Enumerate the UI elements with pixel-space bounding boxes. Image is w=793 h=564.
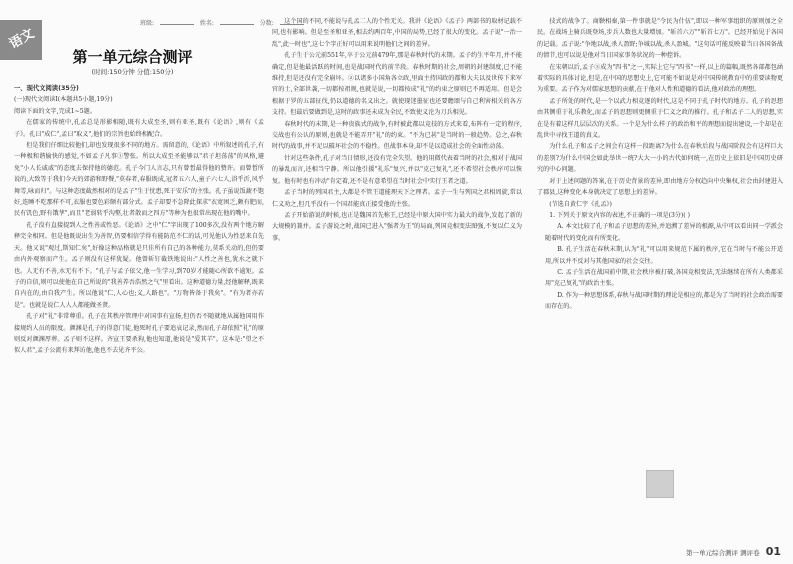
column-2 [272, 16, 522, 244]
footer-text: 第一单元综合测评 测评卷 [686, 549, 760, 557]
option-d: D. 作为一种思想体系,春秋与战国时期的理论是相应的,都是为了当时的社会政治需要而存在的。 [545, 291, 783, 311]
section-heading: 一、现代文阅读(35分) [14, 85, 79, 92]
option-a: A. 本文比较了孔子和孟子思想的差异,并追溯了差异的根源,从中可以看出同一学派会随着时代的变化而有所变化。 [545, 223, 783, 242]
page-subtitle: (时间:150分钟 分值:150分) [91, 68, 174, 76]
paragraph: 春秋时代的末期,是一种贵族式的战争,有时被此都以竞技的方式来看,布阵有一定的程序,交战也有公认的原则,也就是不能弄开"礼"的约束。"不为已甚"是当时的一般趋势。总之,春秋时代的战事,并不足以破坏社会的不稳性。但战事本身,却不是以造成社会的全面性动荡。 [272, 120, 522, 151]
class-field-line [160, 24, 194, 25]
page-number: 01 [765, 545, 781, 558]
paragraph: 为什么孔子和孟子之间会有这样一段距离?为什么在春秋后段与战国阶段会有这样巨大的差别?为什么中国会如此举世一统?大大一小的古代如何统一,在历史上依旧是中国历史研究的中心问题。 [537, 143, 783, 174]
paragraph: 对于上述问题的答案,在于历史背景的差异,即由地方分权趋向中央集权,社会由封建进入了郡县,这种变化本身就决定了思想上的差异。 [537, 177, 783, 197]
subject-label: 语文 [6, 26, 38, 53]
paragraph: 但是我们仔细比较他们,却也发现很多不同的地方。需留意的,《论语》中所叙述的孔子,有一种极和谐愉快的感觉,不如孟子凡事①警张。所以大成至圣能够以"君子坦荡荡"的风格,避免"小人长戚戚"的态度去保持他的德范。孔子今门人言志,只有曾皙最得他的赞许。而曾皙所说的,大致等于我们今天的郊游和野餐,"莫春者,春服既成,冠者五六人,童子六七人,浴乎沂,风乎舞雩,咏而归"。与这种态度截然相对的是孟子"生于忧患,死于安乐"的主张。孔子虽说饭蔬不饱好,连睡不吃那样不可,衣服也要色彩颇有部分式。孟子却要不急降此探求"衣宽困乏,颇有肥而,民有饥色,野有饿莩",而且"老弱转乎沟壑,壮者散而之四方"等种为也很常出现在他的嘴中。 [14, 142, 264, 218]
paragraph: 这个国的不同,不能说与孔孟二人的个性无关。我讲《论语》《孟子》两部书的取材记载不同,也有影响。但是至圣和亚圣,相去约两百年,中国的局势,已经了很大的变化。孟子说"一治一乱",此一时也",这七个字正好可以用来说明他们之间的差异。 [272, 18, 522, 48]
page-title: 第一单元综合测评 [72, 48, 193, 66]
page-footer [686, 545, 781, 558]
paragraph: 孟子所处的时代,是一个以武力相竞逐的时代,这是不同于孔子时代的地方。孔子的思想由其侧重于礼乐教化,而孟子的思想则更侧重于仁义之政的推行。孔子和孟子二人的思想,实在是有着这样几层层次的关系。一个是为什么样子的政治和平的理想而提出建设,一个却是在乱世中寻找王道的真义。 [537, 97, 783, 140]
paragraph: 孔子对"礼"非常尊重。孔子在其秩序管理中对国事有宣扬,但仍否不随就地从属他国用作接规约人员的限度。颜渊是孔子的得意门徒,他死时孔子要追哀记录,然而孔子却依照"礼"的原则反对颜渊厚葬。孟子则不这样。齐宣王要杀狗,他也知道,他说是"爱其羊"。这本是:"望之不似人君",孟子公流有来拜访他,他也不去见齐平公。 [14, 313, 264, 355]
name-field-label: 姓名: [199, 20, 214, 27]
class-field-label: 班级: [140, 20, 155, 27]
instruction-text: 阅读下面的文字,完成1~5题。 [14, 107, 96, 115]
score-field-label: 分数: [259, 20, 274, 27]
paragraph: 针对这些条件,孔子对当日情形,还没有完全失望。他的用微代表着当时的社会,相对于战国的暴乱而言,还相当宁静。所以他引援"礼乐"复兴,并以"克己复礼",还不希望社会秩序可以恢复。他有时也有冲动"肯定着,还不是有意希望在当时社会中实行王者之道。 [272, 154, 522, 185]
paragraph: 在宋朝以后,孟子③成为"四书"之一,实际上它与"四书"一样,以上的篇幅,既然各部都包涵着实际的具体讨论,但是,在中国的思想史上,它可能不如说是对中国传统教育中的重要读物更为重要。孟子作为对儒家思想的贡献,在于他对人性和道德的看法,他对政治的理想。 [537, 63, 783, 94]
question-1: 1. 下列关于原文内容的表述,不正确的一项是(3分)( ) [549, 211, 690, 219]
subsection-heading: (一)现代文阅读Ⅰ(本题共5小题,19分) [14, 96, 113, 104]
source-citation: (节选自黄仁宇《孔孟》) [549, 200, 612, 208]
column-1 [14, 83, 264, 357]
paragraph: 在儒家的传统中,孔孟总是形影相随,既有大成至圣,则有亚圣,既有《论语》,则有《孟子》。孔曰"成仁",孟曰"取义",他们的宗旨也始终相配合。 [14, 119, 264, 138]
column-3 [537, 16, 783, 313]
paragraph: 孟子开始游说的时候,也正是魏国首先称王,已经是中原大国中实力最大的战争,发起了新的大规模的兼并。孟子游说之时,战国已进入"强者为王"的局面,列国竞相变法图强,不复以仁义为事。 [272, 211, 522, 242]
paragraph: 孔子没有直接提到人之性善或性恶。《论语》之中"仁"字出现了100多次,没有两个地方解释完全相同。但是他既说出生为善智,仍要相信学得有能防范不仁的话,可见他认为性恶来自先天。他又说"观过,斯知仁矣",好像这种品格就是只佳所有自己的各种能力,莫系关动的,但仍要由内外观察而产生。孟子则没有这样犹疑。他曾斩钉截铁地说出:"人性之善也,犹水之就下也。人无有不善,水无有不下。"孔子与孟子依父,他一生学习,到70岁才能随心所欲不逾矩。孟子的自信,则可以使他在自己所说的"我善养吾浩然之气"里看出。这种道德力量,经他解释,既来自内在的,由自我产生。所以他说"仁,人心也;义,人路也"。"万物皆备于我矣"。"有为者亦若是"。也就是说仁人人人都能做圣贤。 [14, 221, 264, 309]
option-b: B. 孔子生活在春秋末期,认为"礼"可以用来规范下属的秩序,它在当时与不能公开适用,所以并不反对与其他国家的社会交往。 [545, 246, 783, 265]
paragraph: 技式的战争了。商鞅相秦,第一件事就是"令民为什伍",即以一种军事组织的原则加之全民。在战场上骑兵既登场,步兵人数也大量增加。"斩首六万""斩首七万"。已经开始见于各国的记载。孟子说:"争地以战,杀人盈野;争城以战,杀人盈城。"这句话可能反映着当日各国备战的情节,也可以说是他对当日国家事务状况的一种控诉。 [537, 18, 783, 60]
paragraph: 孔子生于公元前551年,卒于公元前479年,那是春秋时代的末期。孟子约生平年月,并不能确定,但是他最活跃的时间,也是战国时代的前半段。春秋时期的社会,周朝的封建制度,已不能维持,但是还没有完全崩坏。②以诸多小国角各立政,里面主持国政的都和大夫以及世传下来军官的士,全部世袭,一切都按祖规,也就是说,一切都按成"礼"的约束之原则已不再适用。但是会根据于罗的五部征伐,仍以道德的名义出之。就使现迷墨征也还要瞻颂与自己利害相关的各方支持。但最后要做到是,这时的政事还未成为全民,不致使义沦为刀兵相见。 [272, 52, 522, 117]
name-field-line [220, 24, 254, 25]
paragraph: 孟子当时的列国君主,大都是不管王道能理天下之理者。孟子一生与列国之君相周旋,常以仁义劝之,但几乎没有一个国君能真正接受他的主张。 [272, 189, 522, 208]
option-c: C. 孟子生活在战国前中期,社会秩序被打破,各国竞相变法,无法继续在所有人类都采用"克己复礼"的政治主张。 [545, 268, 783, 288]
qr-code-icon [646, 470, 674, 498]
